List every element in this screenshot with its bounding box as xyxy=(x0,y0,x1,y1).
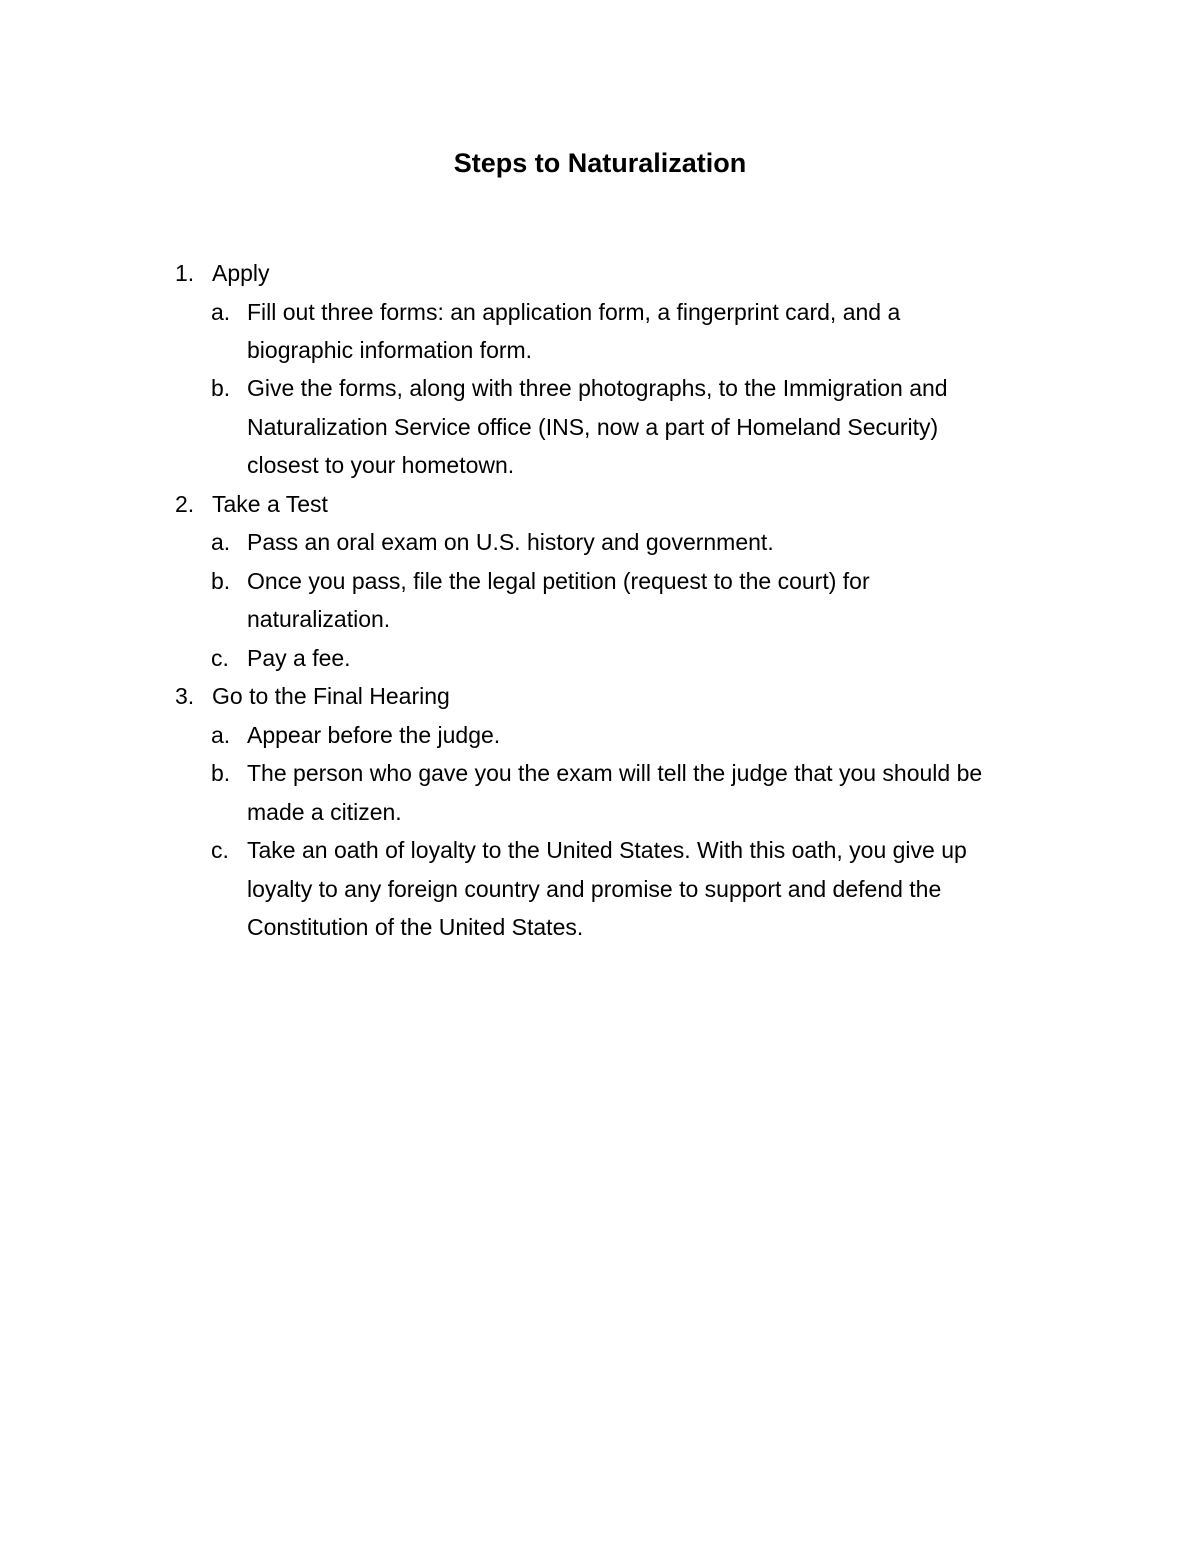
substep-text-line: Constitution of the United States. xyxy=(247,914,584,940)
substep-letter: c. xyxy=(211,837,229,863)
substep-text-line: Pay a fee. xyxy=(247,645,351,671)
step-label: Take a Test xyxy=(212,491,328,517)
substep-continuation xyxy=(0,600,1200,638)
substep-letter: c. xyxy=(211,645,229,671)
substep-text-line: biographic information form. xyxy=(247,337,533,363)
substep-text-line: closest to your hometown. xyxy=(247,452,515,478)
step-item xyxy=(0,254,1200,292)
step-item xyxy=(0,677,1200,715)
substep-text-line: Naturalization Service office (INS, now a part of Homeland Security) xyxy=(247,414,939,440)
step-number: 2. xyxy=(175,491,195,517)
substep-text-line: Take an oath of loyalty to the United States. With this oath, you give up xyxy=(247,837,967,863)
substep-item xyxy=(0,293,1200,331)
substep-item xyxy=(0,523,1200,561)
substep-text-line: naturalization. xyxy=(247,606,391,632)
substep-item xyxy=(0,754,1200,792)
substep-text-line: Appear before the judge. xyxy=(247,722,501,748)
substep-text-line: made a citizen. xyxy=(247,799,402,825)
substep-text-line: loyalty to any foreign country and promise to support and defend the xyxy=(247,876,942,902)
substep-item xyxy=(0,831,1200,869)
substep-text-line: The person who gave you the exam will tell the judge that you should be xyxy=(247,760,983,786)
substep-letter: a. xyxy=(211,299,231,325)
step-label: Apply xyxy=(212,260,270,286)
substep-continuation xyxy=(0,908,1200,946)
substep-item xyxy=(0,369,1200,407)
step-label: Go to the Final Hearing xyxy=(212,683,450,709)
substep-text-line: Give the forms, along with three photographs, to the Immigration and xyxy=(247,375,948,401)
step-number: 1. xyxy=(175,260,195,286)
substep-letter: b. xyxy=(211,760,231,786)
substep-item xyxy=(0,562,1200,600)
substep-item xyxy=(0,639,1200,677)
step-item xyxy=(0,485,1200,523)
substep-item xyxy=(0,716,1200,754)
substep-text-line: Once you pass, file the legal petition (request to the court) for xyxy=(247,568,870,594)
substep-continuation xyxy=(0,408,1200,446)
substep-text-line: Fill out three forms: an application form, a fingerprint card, and a xyxy=(247,299,901,325)
substep-letter: a. xyxy=(211,529,231,555)
document-title: Steps to Naturalization xyxy=(453,148,747,178)
substep-continuation xyxy=(0,446,1200,484)
step-number: 3. xyxy=(175,683,195,709)
substep-continuation xyxy=(0,793,1200,831)
substep-continuation xyxy=(0,331,1200,369)
substep-letter: a. xyxy=(211,722,231,748)
substep-letter: b. xyxy=(211,568,231,594)
substep-text-line: Pass an oral exam on U.S. history and government. xyxy=(247,529,774,555)
substep-continuation xyxy=(0,870,1200,908)
substep-letter: b. xyxy=(211,375,231,401)
